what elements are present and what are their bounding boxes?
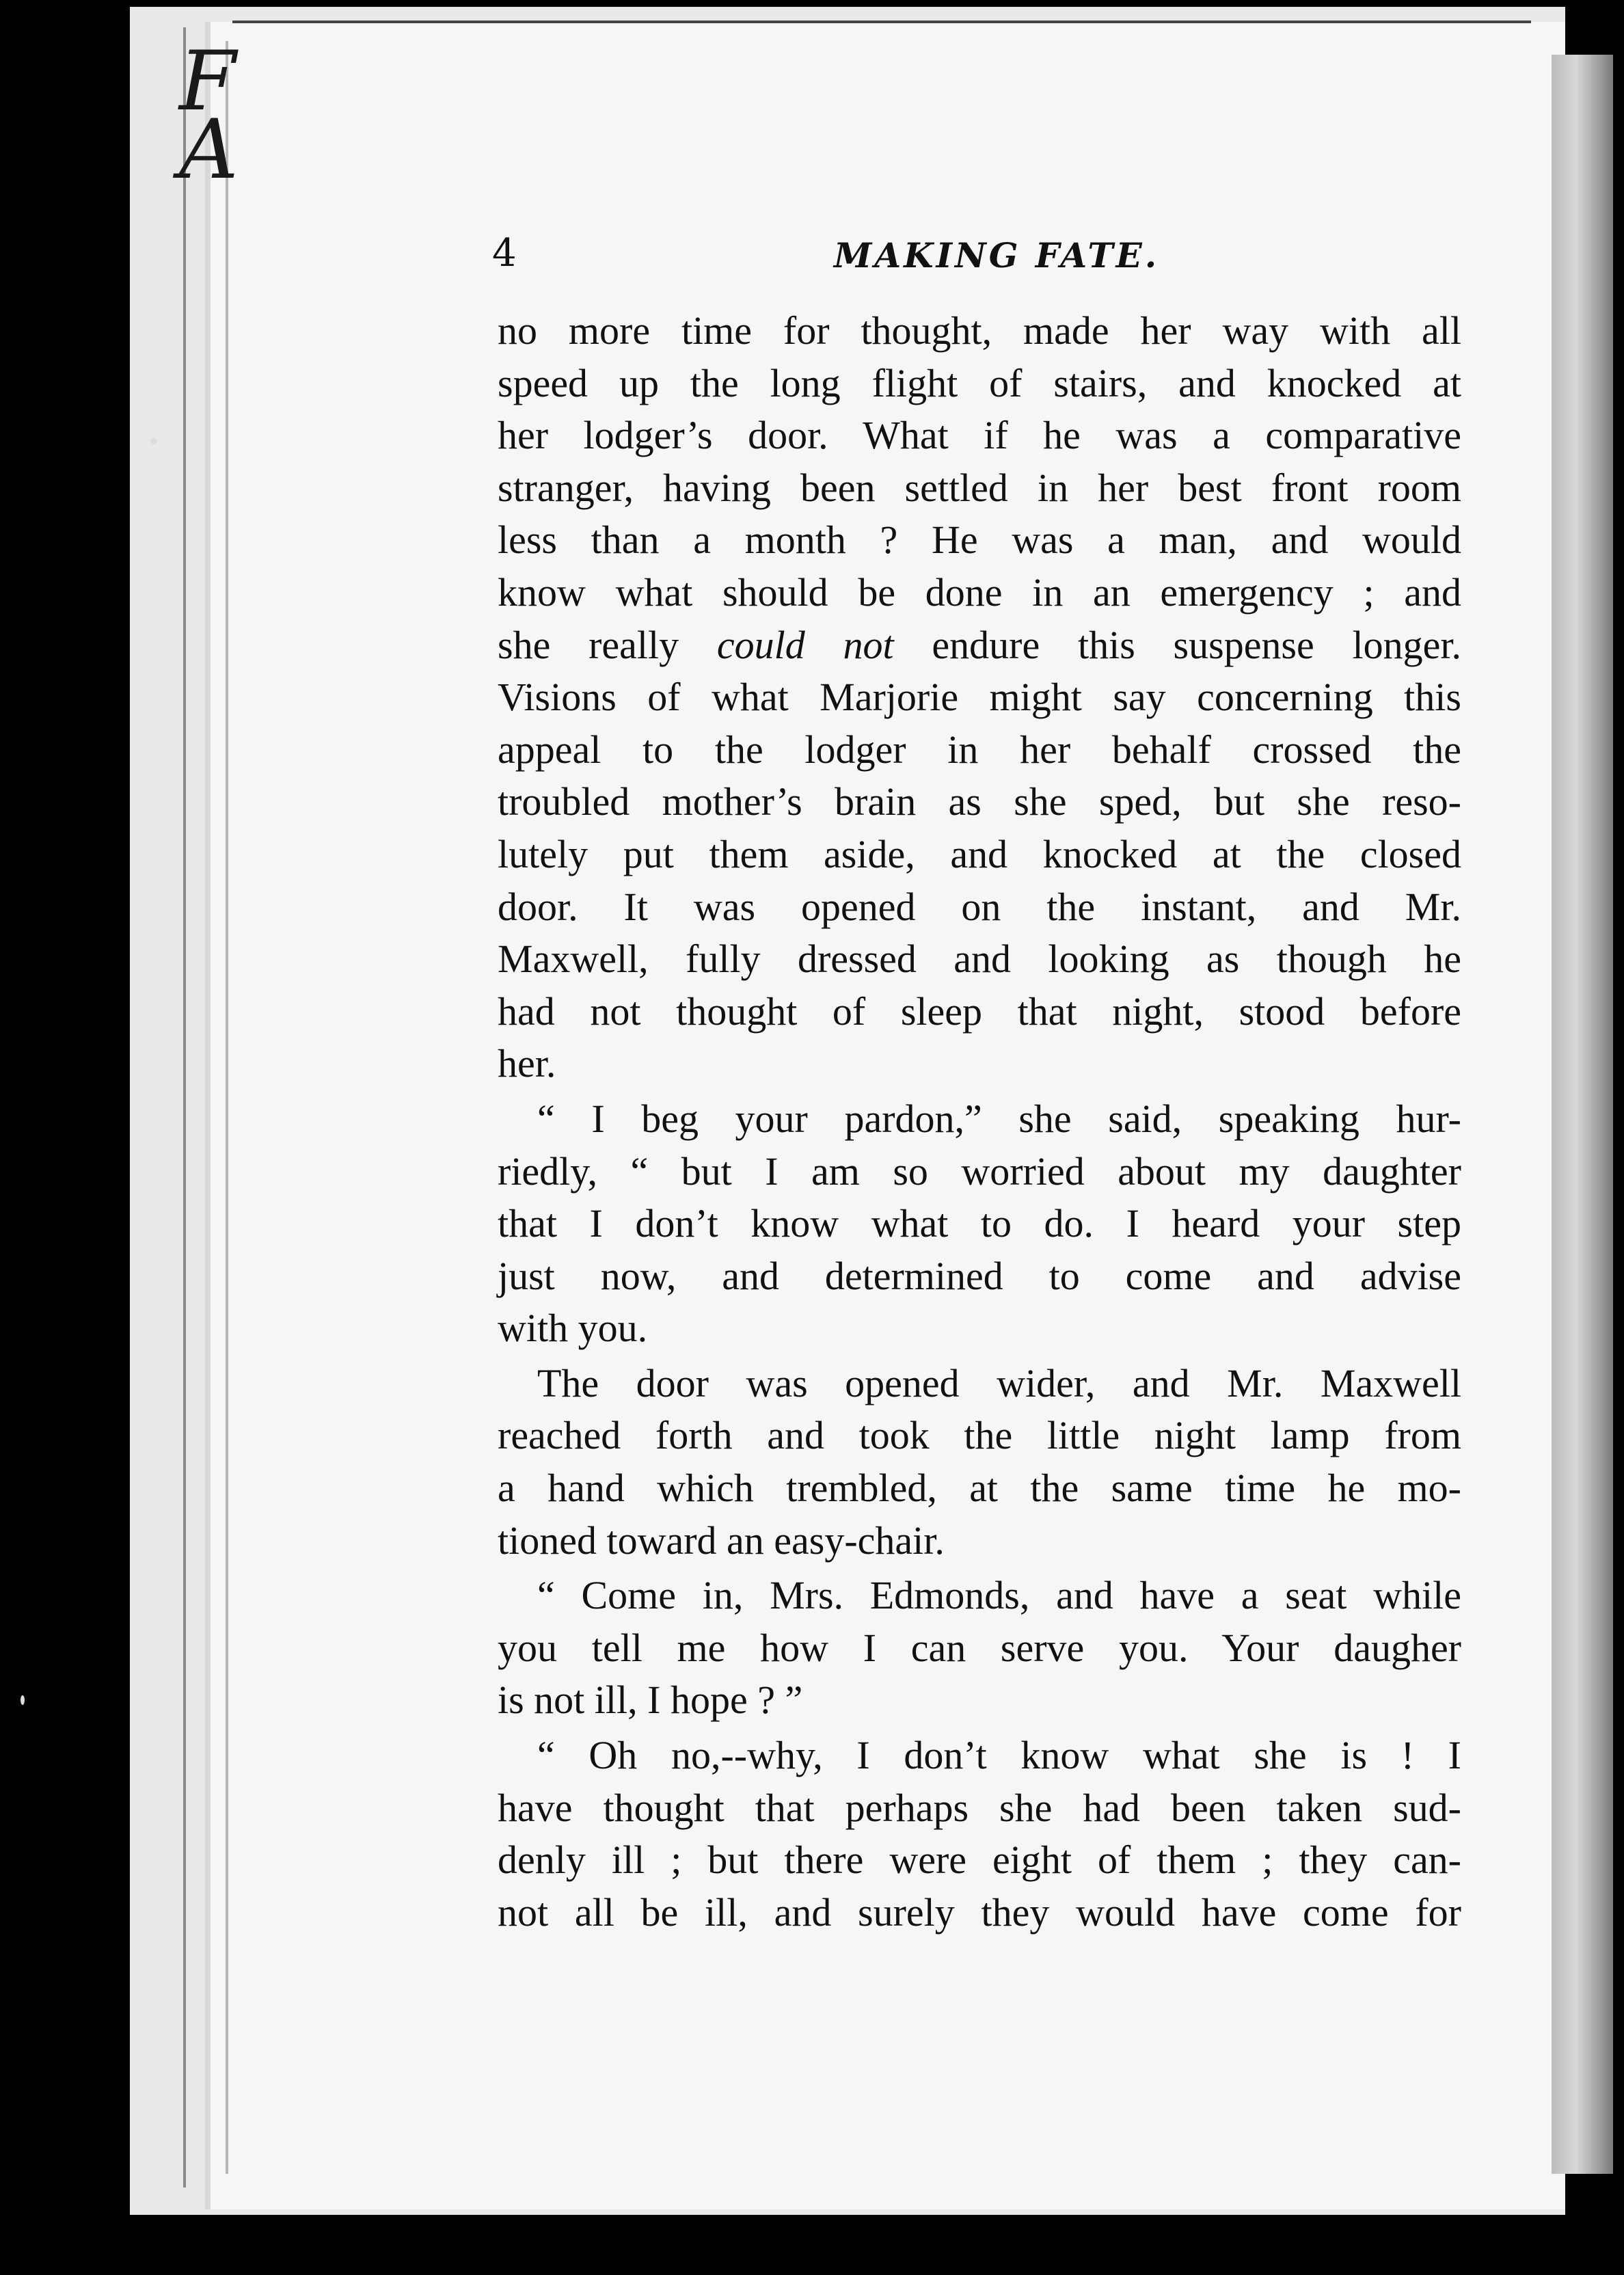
text-line: tioned toward an easy-chair.	[498, 1518, 945, 1563]
text-line: not all be ill, and surely they would have come for	[498, 1889, 1461, 1935]
text-line: that I don’t know what to do. I heard your step	[498, 1201, 1461, 1246]
text-fragment: endure this suspense longer.	[893, 622, 1461, 667]
text-line: appeal to the lodger in her behalf crossed the	[498, 727, 1461, 772]
margin-mark: A	[179, 103, 239, 198]
text-line: reached forth and took the little night lamp from	[498, 1413, 1461, 1458]
text-line: lutely put them aside, and knocked at the closed	[498, 831, 1461, 876]
text-line-emphasis	[498, 619, 1461, 672]
gutter-line	[226, 41, 228, 2174]
top-edge-line	[232, 21, 1531, 23]
text-line: “ Oh no,--why, I don’t know what she is ! I	[537, 1733, 1461, 1778]
margin-mark: F	[179, 34, 236, 129]
text-line: you tell me how I can serve you. Your daugher	[498, 1625, 1461, 1670]
text-line: troubled mother’s brain as she sped, but she reso-	[498, 779, 1461, 824]
text-line: had not thought of sleep that night, stood before	[498, 988, 1461, 1034]
dust-speck	[150, 438, 157, 444]
text-line: “ Come in, Mrs. Edmonds, and have a seat while	[537, 1573, 1461, 1618]
text-line: her.	[498, 1041, 556, 1086]
italic-emphasis: could not	[716, 622, 894, 667]
text-line: with you.	[498, 1306, 648, 1351]
text-line: Visions of what Marjorie might say concerning this	[498, 675, 1461, 720]
text-line: door. It was opened on the instant, and Mr.	[498, 884, 1461, 929]
text-line: stranger, having been settled in her best front room	[498, 465, 1461, 510]
dust-speck	[21, 1695, 25, 1705]
text-line: The door was opened wider, and Mr. Maxwell	[537, 1360, 1461, 1405]
text-line: Maxwell, fully dressed and looking as though he	[498, 937, 1461, 982]
body-text	[498, 305, 1461, 1939]
text-line: less than a month ? He was a man, and would	[498, 517, 1461, 563]
page-number: 4	[492, 231, 517, 275]
running-header	[492, 231, 1456, 286]
text-line: “ I beg your pardon,” she said, speaking hur-	[537, 1096, 1461, 1141]
text-line: her lodger’s door. What if he was a comparative	[498, 413, 1461, 458]
page-edge	[1552, 55, 1613, 2174]
text-line: just now, and determined to come and advise	[498, 1253, 1461, 1298]
text-line: no more time for thought, made her way with all	[498, 308, 1461, 353]
text-line: a hand which trembled, at the same time he mo-	[498, 1466, 1461, 1511]
text-line: speed up the long flight of stairs, and knocked at	[498, 360, 1461, 405]
gutter-line	[183, 27, 186, 2188]
text-line: denly ill ; but there were eight of them ; they can-	[498, 1838, 1461, 1883]
text-line: is not ill, I hope ? ”	[498, 1678, 803, 1723]
text-line: know what should be done in an emergency ; and	[498, 569, 1461, 615]
text-fragment: she really	[498, 622, 717, 667]
running-title: MAKING FATE.	[834, 235, 1160, 275]
text-line: riedly, “ but I am so worried about my daughter	[498, 1148, 1461, 1194]
text-line: have thought that perhaps she had been taken sud-	[498, 1785, 1461, 1830]
